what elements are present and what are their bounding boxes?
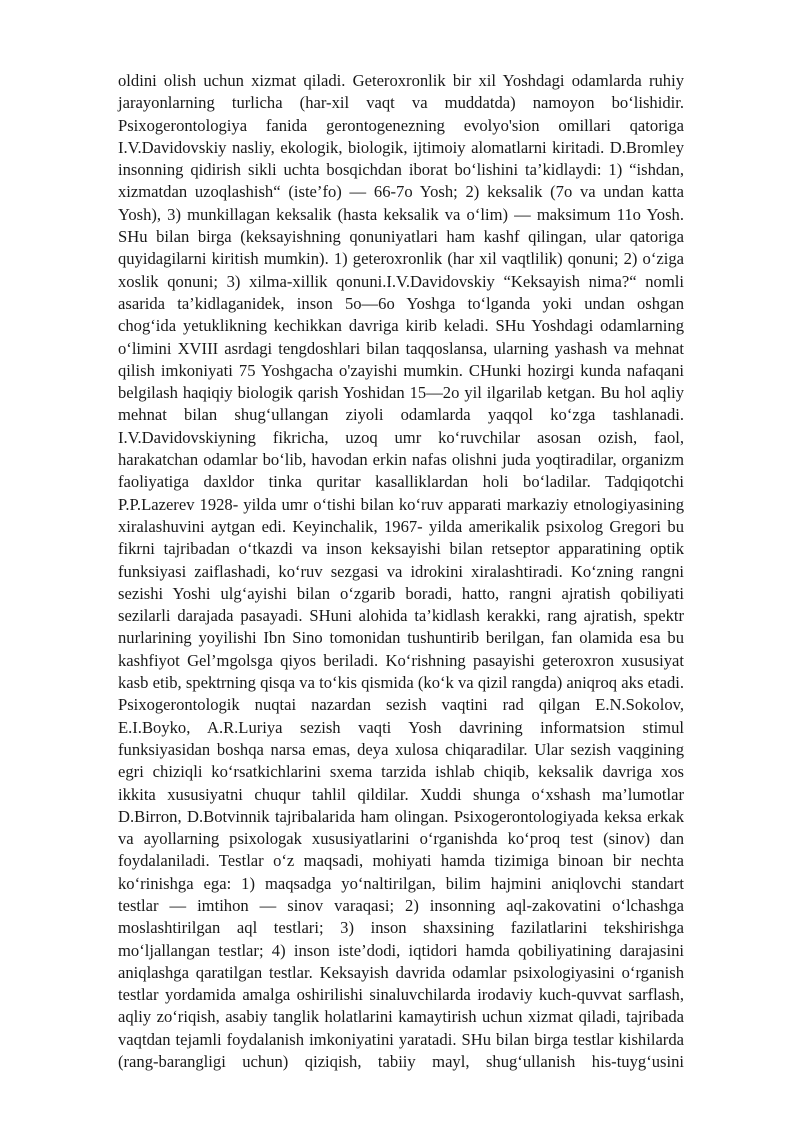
text-line: funksiyasidan boshqa narsa emas, deya xulosa chiqaradilar. Ular sezish vaqgining (118, 739, 684, 759)
text-line: kashfiyot Gel’mgolsga qiyos beriladi. Ko‘rishning pasayishi geteroxron xususiyat (118, 650, 684, 670)
text-line: faoliyatiga daxldor tinka quritar kasalliklardan holi bo‘ladilar. Tadqiqotchi (118, 472, 684, 492)
text-line: insonning qidirish sikli uchta bosqichdan iborat bo‘lishini ta’kidlaydi: 1) “ishdan, (118, 160, 684, 180)
text-line: I.V.Davidovskiyning fikricha, uzoq umr ko‘ruvchilar asosan ozish, faol, (118, 427, 684, 447)
text-line: egri chiziqli ko‘rsatkichlarini sxema tarzida ishlab chiqib, keksalik davriga xos (118, 762, 684, 782)
text-line: fikrni tajribadan o‘tkazdi va inson keksayishi bilan retseptor apparatining optik (118, 539, 684, 559)
text-line: qilish imkoniyati 75 Yoshgacha o'zayishi mumkin. CHunki hozirgi kunda nafaqani (118, 360, 684, 380)
text-line: P.P.Lazerev 1928- yilda umr o‘tishi bilan ko‘ruv apparati markaziy etnologiyasining (118, 494, 684, 514)
text-line: testlar — imtihon — sinov varaqasi; 2) insonning aql-zakovatini o‘lchashga (118, 895, 684, 915)
text-line: E.I.Boyko, A.R.Luriya sezish vaqti Yosh davrining informatsion stimul (118, 717, 684, 737)
text-line: o‘limini XVIII asrdagi tengdoshlari bilan taqqoslansa, ularning yashash va mehnat (118, 338, 684, 358)
text-line: ko‘rinishga ega: 1) maqsadga yo‘naltirilgan, bilim hajmini aniqlovchi standart (118, 873, 684, 893)
text-line: (rang-barangligi uchun) qiziqish, tabiiy mayl, shug‘ullanish his-tuyg‘usini (118, 1052, 684, 1072)
text-line: harakatchan odamlar bo‘lib, havodan erkin nafas olishni juda yoqtiradilar, organizm (118, 450, 684, 470)
text-line: foydalaniladi. Testlar o‘z maqsadi, mohiyati hamda tizimiga binoan bir nechta (118, 851, 684, 871)
text-line: jarayonlarning turlicha (har-xil vaqt va muddatda) namoyon bo‘lishidir. (118, 93, 684, 113)
text-line: funksiyasi zaiflashadi, ko‘ruv sezgasi va idrokini xiralashtiradi. Ko‘zning rangni (118, 561, 684, 581)
text-line: D.Birron, D.Botvinnik tajribalarida ham olingan. Psixogerontologiyada keksa erkak (118, 806, 684, 826)
text-line: Psixogerontologiya fanida gerontogenezning evolyo'sion omillari qatoriga (118, 115, 684, 135)
text-line: Psixogerontologik nuqtai nazardan sezish vaqtini rad qilgan E.N.Sokolov, (118, 695, 684, 715)
text-line: testlar yordamida amalga oshirilishi sinaluvchilarda irodaviy kuch-quvvat sarflash, (118, 985, 684, 1005)
text-line: mehnat bilan shug‘ullangan ziyoli odamlarda yaqqol ko‘zga tashlanadi. (118, 405, 684, 425)
text-line: ikkita xususiyatni chuqur tahlil qildilar. Xuddi shunga o‘xshash ma’lumotlar (118, 784, 684, 804)
text-line: xoslik qonuni; 3) xilma-xillik qonuni.I.V.Davidovskiy “Keksayish nima?“ nomli (118, 271, 684, 291)
text-line: kasb etib, spektrning qisqa va to‘kis qismida (ko‘k va qizil rangda) aniqroq aks etadi. (118, 673, 684, 693)
text-line: Yosh), 3) munkillagan keksalik (hasta keksalik va o‘lim) — maksimum 11o Yosh. (118, 204, 684, 224)
text-line: asarida ta’kidlaganidek, inson 5o—6o Yoshga to‘lganda yoki undan oshgan (118, 293, 684, 313)
text-line: xiralashuvini aytgan edi. Keyinchalik, 1967- yilda amerikalik psixolog Gregori bu (118, 516, 684, 536)
text-line: aqliy zo‘riqish, asabiy tanglik holatlarini kamaytirish uchun xizmat qiladi, tajribada (118, 1007, 684, 1027)
text-line: xizmatdan uzoqlashish“ (iste’fo) — 66-7o Yosh; 2) keksalik (7o va undan katta (118, 182, 684, 202)
text-line: vaqtdan tejamli foydalanish imkoniyatini yaratadi. SHu bilan birga testlar kishilarda (118, 1029, 684, 1049)
body-paragraph (118, 70, 684, 1073)
text-line: belgilash haqiqiy biologik qarish Yoshidan 15—2o yil ilgarilab ketgan. Bu hol aqliy (118, 383, 684, 403)
text-line: moslashtirilgan aql testlari; 3) inson shaxsining fazilatlarini tekshirishga (118, 918, 684, 938)
text-line: nurlarining yoyilishi Ibn Sino tomonidan tushuntirib berilgan, fan olamida esa bu (118, 628, 684, 648)
text-line: quyidagilarni kiritish mumkin). 1) geteroxronlik (har xil vaqtlilik) qonuni; 2) o‘ziga (118, 249, 684, 269)
text-line: aniqlashga qaratilgan testlar. Keksayish davrida odamlar psixologiyasini o‘rganish (118, 962, 684, 982)
text-line: mo‘ljallangan testlar; 4) inson iste’dodi, iqtidori hamda qobiliyatining darajasini (118, 940, 684, 960)
text-line: chog‘ida yetuklikning kechikkan davriga kirib keladi. SHu Yoshdagi odamlarning (118, 316, 684, 336)
text-line: va ayollarning psixologak xususiyatlarini o‘rganishda ko‘proq test (sinov) dan (118, 829, 684, 849)
text-line: I.V.Davidovskiy nasliy, ekologik, biologik, ijtimoiy alomatlarni kiritadi. D.Bromley (118, 137, 684, 157)
text-line: sezishi Yoshi ulg‘ayishi bilan o‘zgarib boradi, hatto, rangni ajratish qobiliyati (118, 583, 684, 603)
text-line: oldini olish uchun xizmat qiladi. Geteroxronlik bir xil Yoshdagi odamlarda ruhiy (118, 71, 684, 90)
text-line: SHu bilan birga (keksayishning qonuniyatlari ham kashf qilingan, ular qatoriga (118, 227, 684, 247)
text-line: sezilarli darajada pasayadi. SHuni alohida ta’kidlash kerakki, rang ajratish, spektr (118, 606, 684, 626)
